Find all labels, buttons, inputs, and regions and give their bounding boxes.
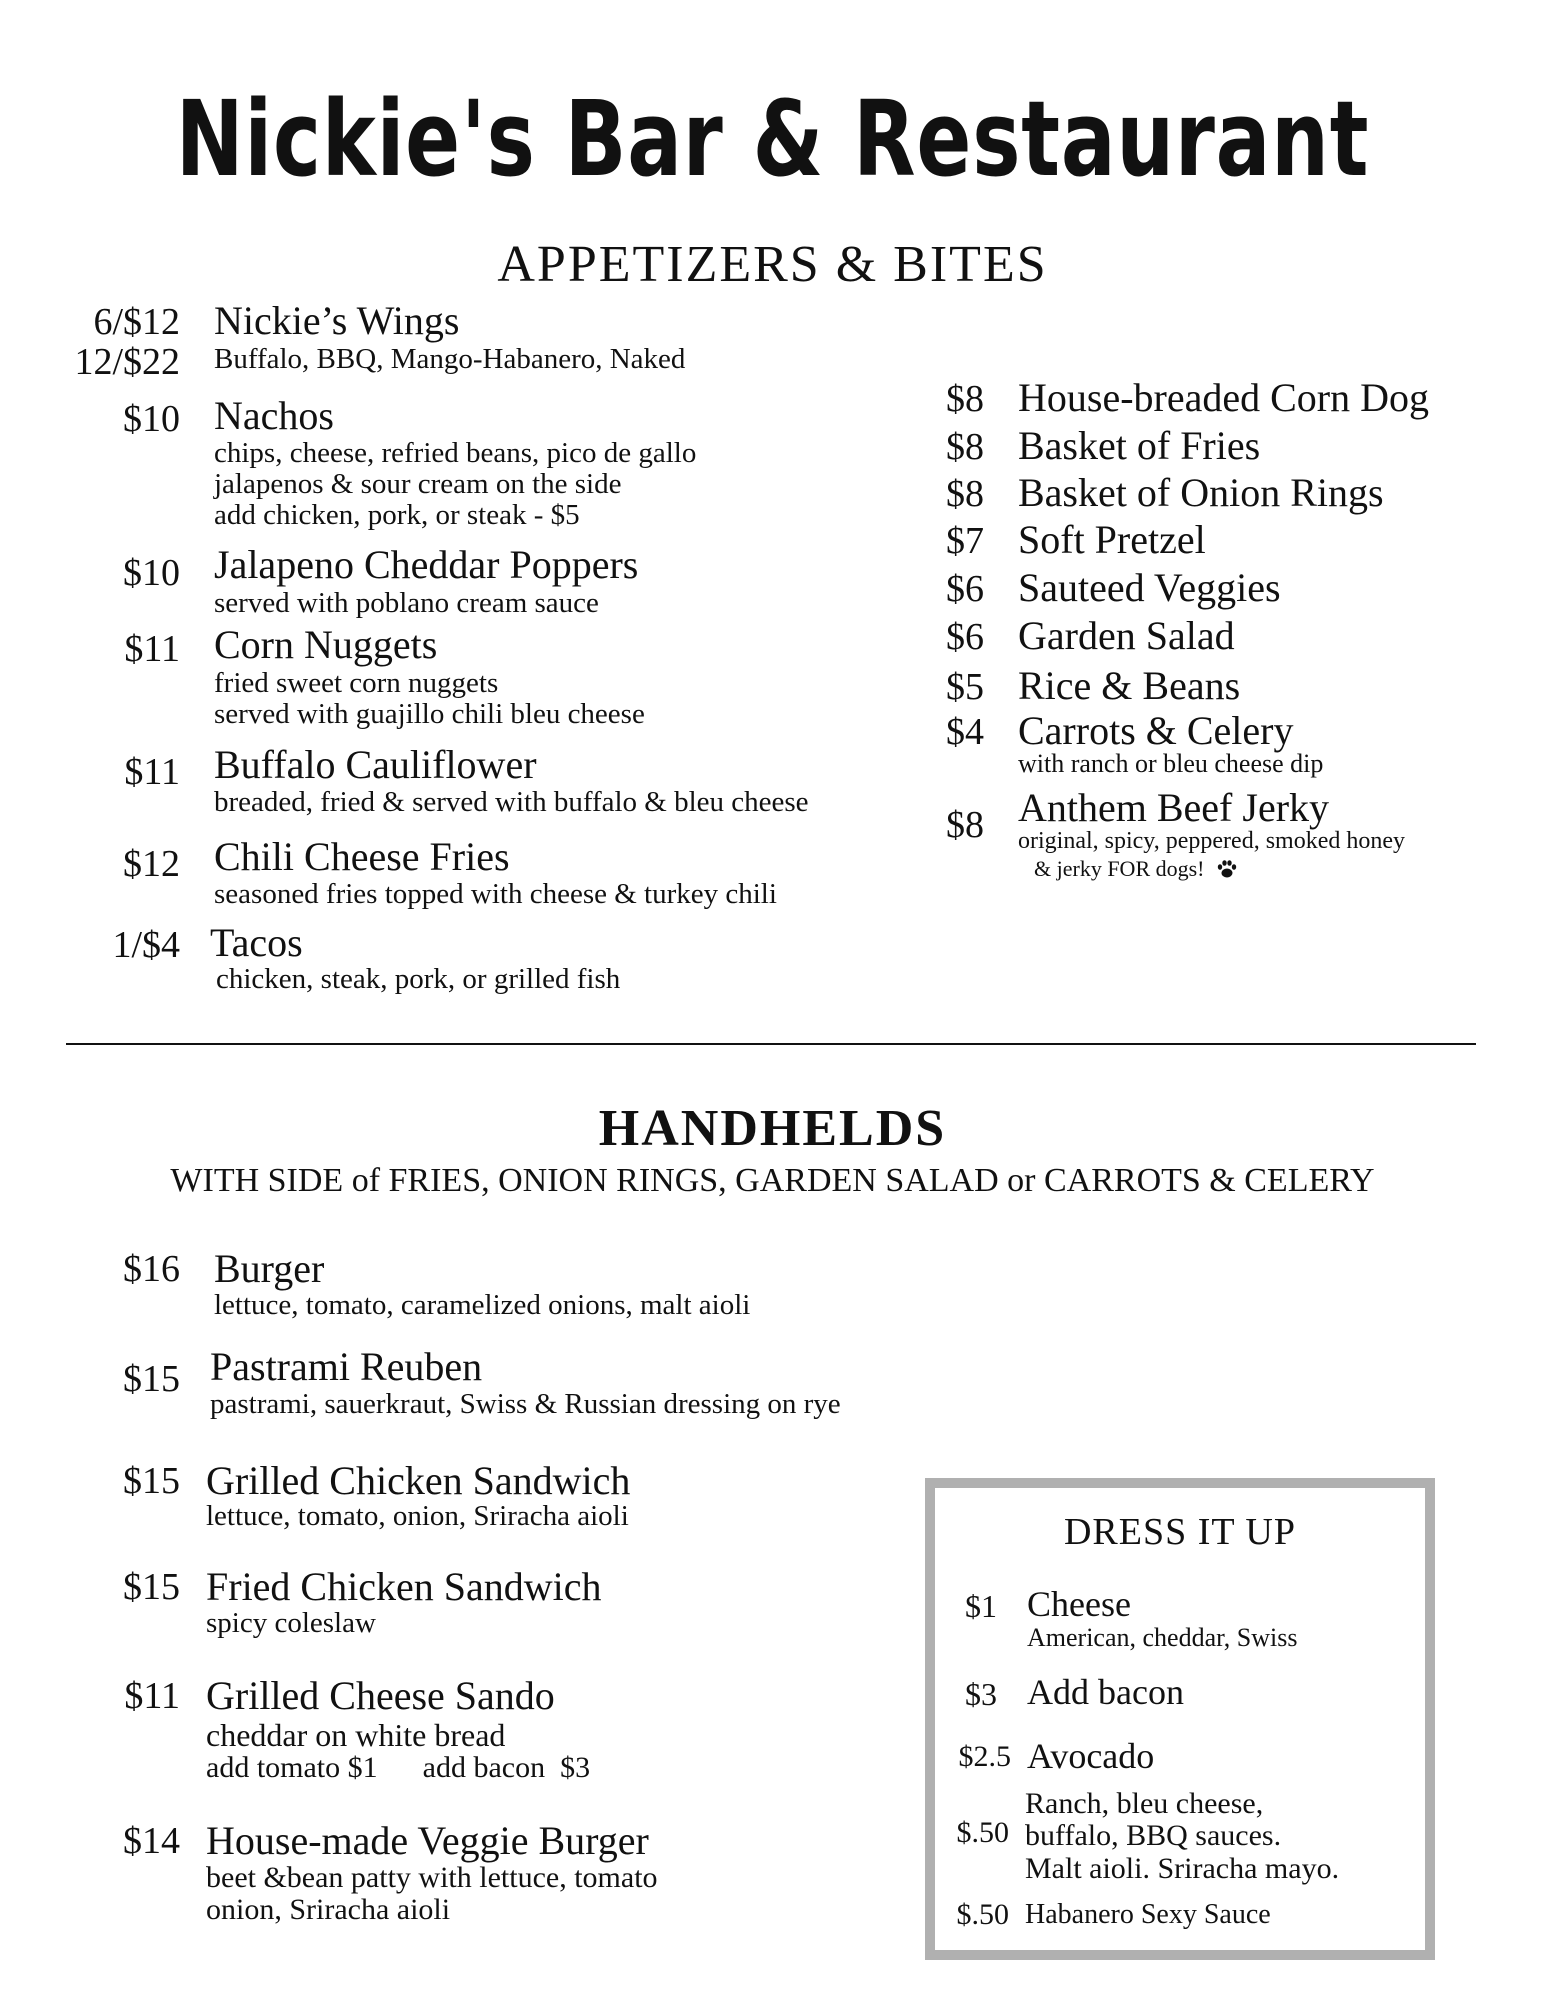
handhelds-subtitle: WITH SIDE of FRIES, ONION RINGS, GARDEN SALAD or CARROTS & CELERY	[170, 1162, 1375, 1199]
item-description: onion, Sriracha aioli	[206, 1893, 451, 1926]
item-price: $11	[124, 751, 180, 793]
item-name: Basket of Onion Rings	[1018, 470, 1384, 515]
item-description: chicken, steak, pork, or grilled fish	[216, 963, 621, 995]
section-divider	[66, 1043, 1476, 1045]
item-description: served with poblano cream sauce	[214, 587, 599, 619]
item-name: Jalapeno Cheddar Poppers	[214, 542, 639, 587]
item-name: Garden Salad	[1018, 613, 1235, 658]
paw-print-icon	[1216, 859, 1238, 884]
item-description-text: & jerky FOR dogs!	[1034, 856, 1205, 881]
item-price: $15	[123, 1460, 180, 1502]
item-price: $11	[124, 628, 180, 670]
item-name: Habanero Sexy Sauce	[1025, 1899, 1271, 1930]
item-name: Grilled Chicken Sandwich	[206, 1458, 631, 1503]
item-price: $1	[965, 1588, 997, 1624]
dress-it-up-box	[925, 1478, 1435, 1960]
item-name: Cheese	[1027, 1584, 1131, 1624]
item-description: Buffalo, BBQ, Mango-Habanero, Naked	[214, 343, 686, 375]
item-price: $14	[123, 1820, 180, 1862]
item-description: fried sweet corn nuggets	[214, 667, 499, 699]
item-name: Pastrami Reuben	[210, 1344, 483, 1389]
item-name: Nickie’s Wings	[214, 298, 460, 343]
item-price: 6/$12	[93, 301, 180, 343]
item-price: $6	[946, 616, 984, 658]
item-name: Ranch, bleu cheese, buffalo, BBQ sauces. Malt aioli. Sriracha mayo.	[1025, 1787, 1340, 1885]
item-price: $11	[124, 1675, 180, 1717]
item-price-large: 12/$22	[74, 341, 180, 383]
item-name: Buffalo Cauliflower	[214, 742, 537, 787]
item-price: 1/$4	[112, 924, 180, 966]
item-price: $4	[946, 711, 984, 753]
item-description: pastrami, sauerkraut, Swiss & Russian dressing on rye	[210, 1388, 841, 1420]
item-price: $12	[123, 843, 180, 885]
item-price: $15	[123, 1566, 180, 1608]
appetizers-heading: APPETIZERS & BITES	[497, 236, 1048, 293]
item-price: $3	[965, 1676, 997, 1712]
item-description: cheddar on white bread	[206, 1717, 506, 1753]
item-price: $7	[946, 520, 984, 562]
item-name: Fried Chicken Sandwich	[206, 1564, 602, 1609]
item-name: Corn Nuggets	[214, 622, 438, 667]
item-price: $10	[123, 398, 180, 440]
item-price: $16	[123, 1248, 180, 1290]
item-price: $.50	[956, 1898, 1009, 1931]
item-price: $8	[946, 804, 984, 846]
item-name: House-made Veggie Burger	[206, 1818, 649, 1863]
item-description: chips, cheese, refried beans, pico de gallo	[214, 437, 697, 469]
item-name: Nachos	[214, 393, 334, 438]
item-description: served with guajillo chili bleu cheese	[214, 698, 645, 730]
item-name: Grilled Cheese Sando	[206, 1673, 555, 1718]
item-name: Burger	[214, 1246, 325, 1291]
item-name: Avocado	[1027, 1736, 1155, 1776]
item-description: original, spicy, peppered, smoked honey	[1018, 828, 1406, 854]
dress-it-up-heading: DRESS IT UP	[1063, 1511, 1297, 1553]
item-description: add tomato $1 add bacon $3	[206, 1751, 591, 1784]
item-name: Sauteed Veggies	[1018, 565, 1281, 610]
item-price: $10	[123, 552, 180, 594]
item-description: lettuce, tomato, caramelized onions, malt aioli	[214, 1289, 751, 1321]
item-price: $15	[123, 1358, 180, 1400]
item-name: Rice & Beans	[1018, 663, 1241, 708]
item-price: $.50	[956, 1816, 1009, 1849]
item-price: $6	[946, 568, 984, 610]
item-description: seasoned fries topped with cheese & turkey chili	[214, 878, 777, 910]
restaurant-title: Nickie's Bar & Restaurant	[175, 78, 1370, 200]
item-name: Anthem Beef Jerky	[1018, 785, 1330, 830]
item-description	[1034, 857, 1238, 883]
item-name: House-breaded Corn Dog	[1018, 375, 1429, 420]
item-price: $8	[946, 378, 984, 420]
item-name: Tacos	[210, 920, 303, 965]
item-price: $2.5	[958, 1740, 1011, 1773]
handhelds-heading: HANDHELDS	[598, 1100, 947, 1157]
item-name: Soft Pretzel	[1018, 517, 1206, 562]
item-description: spicy coleslaw	[206, 1607, 376, 1639]
item-description: American, cheddar, Swiss	[1027, 1623, 1298, 1652]
item-description: lettuce, tomato, onion, Sriracha aioli	[206, 1500, 629, 1532]
item-name: Chili Cheese Fries	[214, 834, 510, 879]
item-description: add chicken, pork, or steak - $5	[214, 499, 580, 531]
item-description: beet &bean patty with lettuce, tomato	[206, 1861, 658, 1894]
item-price: $8	[946, 473, 984, 515]
item-description: with ranch or bleu cheese dip	[1018, 749, 1324, 778]
item-name: Carrots & Celery	[1018, 708, 1294, 753]
item-name: Add bacon	[1027, 1672, 1184, 1712]
item-price: $5	[946, 666, 984, 708]
item-price: $8	[946, 426, 984, 468]
item-description: breaded, fried & served with buffalo & bleu cheese	[214, 786, 809, 818]
item-description: jalapenos & sour cream on the side	[214, 468, 622, 500]
item-name: Basket of Fries	[1018, 423, 1261, 468]
